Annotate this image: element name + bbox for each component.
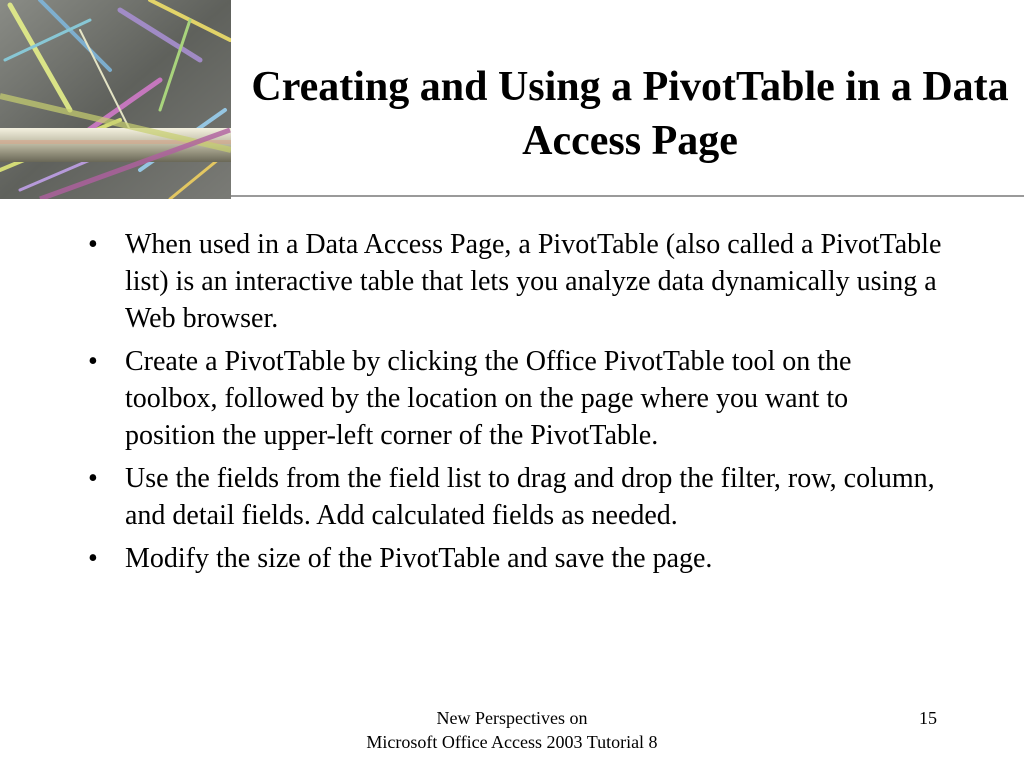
slide-footer — [312, 706, 712, 754]
bullet-list — [88, 226, 944, 583]
slide-title: Creating and Using a PivotTable in a Data Access Page — [251, 64, 1009, 164]
abstract-light-streaks-image — [0, 0, 231, 199]
decorative-photo — [0, 0, 231, 199]
footer-line-2: Microsoft Office Access 2003 Tutorial 8 — [366, 732, 658, 752]
bullet-item: • Use the fields from the field list to drag and drop the filter, row, column, and detail fields. Add calculated fields as needed. — [88, 460, 944, 534]
bullet-item: • Create a PivotTable by clicking the Office PivotTable tool on the toolbox, followed by the location on the page where you want to position the upper-left corner of the PivotTable. — [88, 343, 944, 454]
page-number: 15 — [919, 708, 937, 728]
footer-line-1: New Perspectives on — [436, 708, 588, 728]
title-divider — [231, 195, 1024, 197]
bullet-item: • When used in a Data Access Page, a PivotTable (also called a PivotTable list) is an interactive table that lets you analyze data dynamically using a Web browser. — [88, 226, 944, 337]
bullet-item: • Modify the size of the PivotTable and save the page. — [88, 540, 944, 577]
